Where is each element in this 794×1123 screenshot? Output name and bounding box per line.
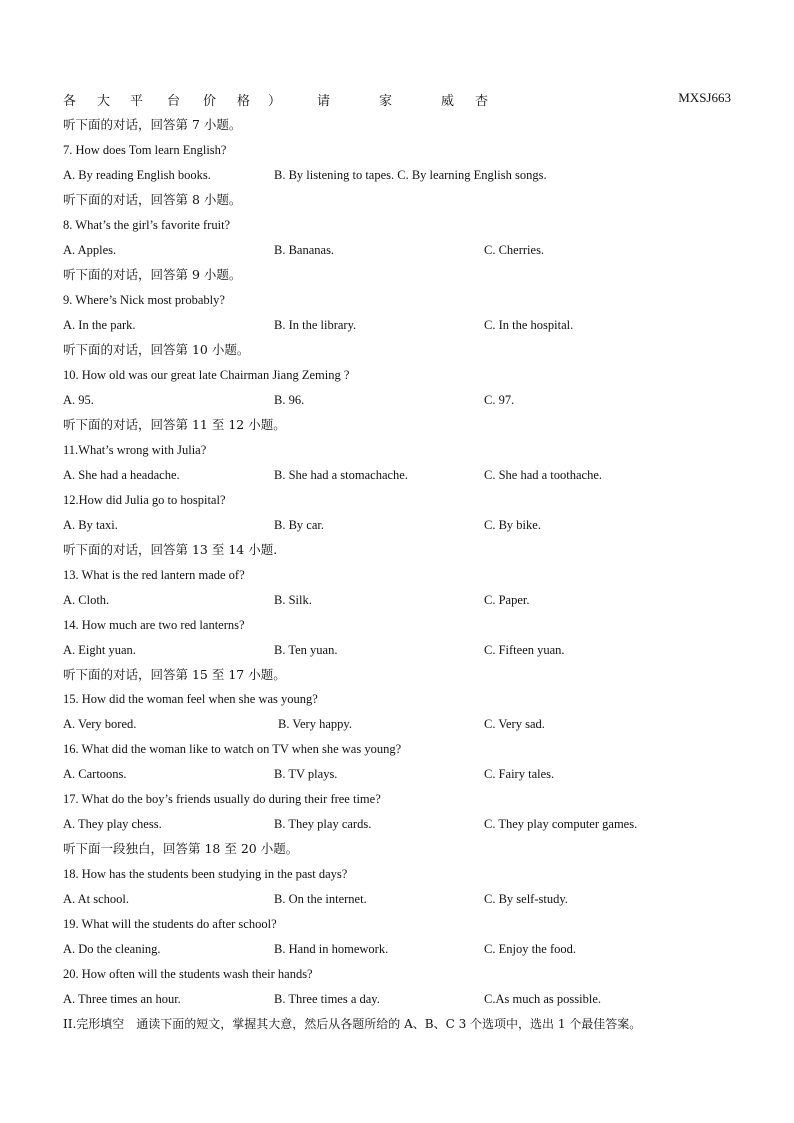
section-instruction: 听下面的对话，回答第 15 至 17 小题。 bbox=[63, 667, 286, 682]
option-c: C. Fifteen yuan. bbox=[484, 643, 565, 657]
option-c: C. By self-study. bbox=[484, 892, 568, 906]
option-c: C. Paper. bbox=[484, 593, 530, 607]
section-instruction: 听下面的对话，回答第 10 小题。 bbox=[63, 342, 250, 357]
question-text: 11.What’s wrong with Julia? bbox=[63, 443, 207, 457]
header-char: 家 bbox=[379, 94, 393, 109]
option-b: B. Ten yuan. bbox=[274, 643, 338, 657]
option-b: B. Very happy. bbox=[278, 717, 352, 731]
document-code: MXSJ663 bbox=[678, 90, 731, 105]
option-c: C. Fairy tales. bbox=[484, 767, 555, 781]
option-a: A. Three times an hour. bbox=[63, 992, 181, 1006]
option-b: B. They play cards. bbox=[274, 817, 372, 831]
page-header bbox=[63, 90, 731, 108]
option-b: B. In the library. bbox=[274, 318, 357, 332]
option-c: C. 97. bbox=[484, 393, 515, 407]
option-c: C. In the hospital. bbox=[484, 318, 574, 332]
section-instruction: 听下面的对话，回答第 9 小题。 bbox=[63, 267, 242, 282]
question-text: 18. How has the students been studying in the past days? bbox=[63, 867, 348, 881]
question-text: 8. What’s the girl’s favorite fruit? bbox=[63, 218, 231, 232]
header-char: 格 bbox=[237, 94, 251, 109]
question-text: 14. How much are two red lanterns? bbox=[63, 618, 245, 632]
question-text: 9. Where’s Nick most probably? bbox=[63, 293, 225, 307]
option-a: A. In the park. bbox=[63, 318, 136, 332]
option-b: B. Bananas. bbox=[274, 243, 335, 257]
option-c: C.As much as possible. bbox=[484, 992, 602, 1006]
header-char: 请 bbox=[317, 94, 331, 109]
question-text: 10. How old was our great late Chairman Jiang Zeming ? bbox=[63, 368, 350, 382]
option-a: A. Eight yuan. bbox=[63, 643, 136, 657]
section-instruction: 听下面的对话，回答第 7 小题。 bbox=[63, 117, 242, 132]
header-char: 杏 bbox=[475, 94, 489, 109]
option-a: A. By reading English books. bbox=[63, 168, 211, 182]
header-char: 平 bbox=[130, 94, 144, 109]
option-a: A. Do the cleaning. bbox=[63, 942, 161, 956]
header-char: 威 bbox=[441, 94, 455, 109]
question-text: 16. What did the woman like to watch on TV when she was young? bbox=[63, 742, 402, 756]
option-b: B. Silk. bbox=[274, 593, 312, 607]
option-c: C. She had a toothache. bbox=[484, 468, 603, 482]
option-b: B. By car. bbox=[274, 518, 324, 532]
question-text: 12.How did Julia go to hospital? bbox=[63, 493, 226, 507]
option-b: B. She had a stomachache. bbox=[274, 468, 408, 482]
header-char: 各 bbox=[63, 94, 77, 109]
section-instruction: 听下面一段独白，回答第 18 至 20 小题。 bbox=[63, 841, 299, 856]
option-a: A. Very bored. bbox=[63, 717, 137, 731]
option-b: B. Three times a day. bbox=[274, 992, 380, 1006]
question-text: 19. What will the students do after school? bbox=[63, 917, 277, 931]
option-b: B. 96. bbox=[274, 393, 305, 407]
option-c: C. By bike. bbox=[484, 518, 541, 532]
option-a: A. At school. bbox=[63, 892, 129, 906]
section-instruction: 听下面的对话，回答第 8 小题。 bbox=[63, 192, 242, 207]
option-c: C. Very sad. bbox=[484, 717, 545, 731]
header-char: 大 bbox=[97, 94, 111, 109]
option-b: B. TV plays. bbox=[274, 767, 338, 781]
question-text: 7. How does Tom learn English? bbox=[63, 143, 227, 157]
option-b: B. Hand in homework. bbox=[274, 942, 389, 956]
header-char: 台 bbox=[167, 94, 181, 109]
option-a: A. Cloth. bbox=[63, 593, 110, 607]
option-c: C. They play computer games. bbox=[484, 817, 638, 831]
question-text: 17. What do the boy’s friends usually do during their free time? bbox=[63, 792, 381, 806]
option-b: B. By listening to tapes. C. By learning English songs. bbox=[274, 168, 547, 182]
option-a: A. Apples. bbox=[63, 243, 117, 257]
question-text: 13. What is the red lantern made of? bbox=[63, 568, 245, 582]
option-a: A. Cartoons. bbox=[63, 767, 127, 781]
option-a: A. By taxi. bbox=[63, 518, 118, 532]
option-c: C. Enjoy the food. bbox=[484, 942, 577, 956]
question-text: 20. How often will the students wash their hands? bbox=[63, 967, 313, 981]
option-a: A. 95. bbox=[63, 393, 94, 407]
header-char: ） bbox=[268, 94, 282, 109]
part-two-heading: II.完形填空 通读下面的短文，掌握其大意，然后从各题所给的 A、B、C 3 个选项中，选出 1 个最佳答案。 bbox=[63, 1017, 642, 1031]
section-instruction: 听下面的对话，回答第 13 至 14 小题. bbox=[63, 542, 278, 557]
option-c: C. Cherries. bbox=[484, 243, 545, 257]
option-b: B. On the internet. bbox=[274, 892, 367, 906]
option-a: A. She had a headache. bbox=[63, 468, 180, 482]
option-a: A. They play chess. bbox=[63, 817, 162, 831]
header-char: 价 bbox=[203, 94, 217, 109]
question-text: 15. How did the woman feel when she was young? bbox=[63, 692, 318, 706]
section-instruction: 听下面的对话，回答第 11 至 12 小题。 bbox=[63, 417, 286, 432]
